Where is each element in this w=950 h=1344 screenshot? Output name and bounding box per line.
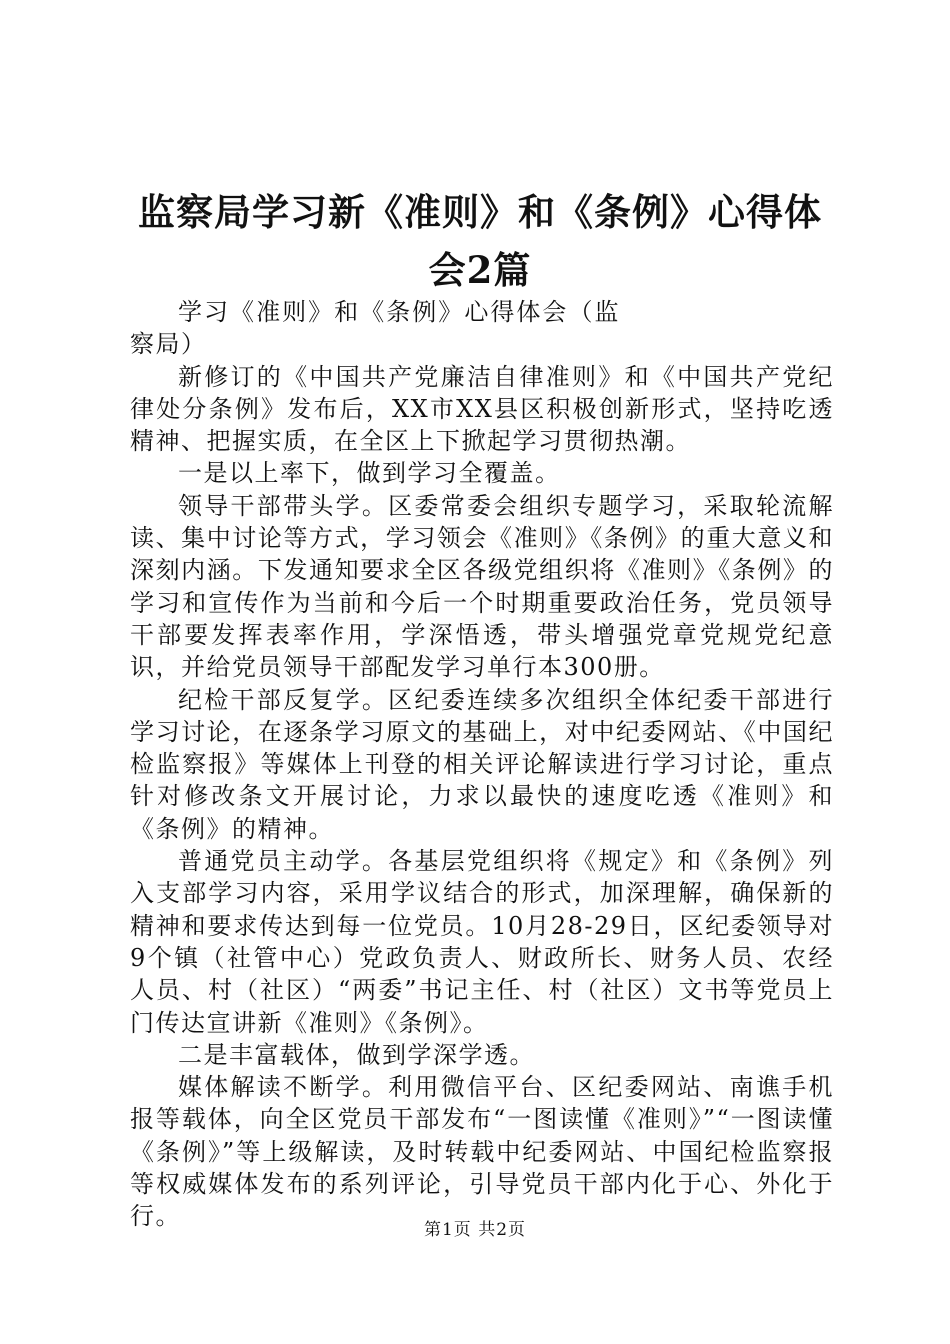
section-heading-1: 一是以上率下，做到学习全覆盖。 bbox=[178, 459, 561, 488]
paragraph-discipline-cadres: 纪检干部反复学。区纪委连续多次组织全体纪委干部进行学习讨论，在逐条学习原文的基础上，对中纪委网站、《中国纪检监察报》等媒体上刊登的相关评论解读进行学习讨论，重点针对修改条文开展讨论，力求以最快的速度吃透《准则》和《条例》的精神。 bbox=[130, 685, 834, 843]
document-title: 监察局学习新《准则》和《条例》心得体会2篇 bbox=[138, 190, 822, 292]
document-body bbox=[130, 296, 834, 1233]
document-subtitle: 学习《准则》和《条例》心得体会（监察局） bbox=[130, 298, 620, 359]
paragraph-ordinary-members: 普通党员主动学。各基层党组织将《规定》和《条例》列入支部学习内容，采用学议结合的形式，加深理解，确保新的精神和要求传达到每一位党员。10月28-29日，区纪委领导对9个镇（社管中心）党政负责人、财政所长、财务人员、农经人员、村（社区）“两委”书记主任、村（社区）文书等党员上门传达宣讲新《准则》《条例》。 bbox=[130, 847, 834, 1037]
section-heading-2: 二是丰富载体，做到学深学透。 bbox=[178, 1040, 535, 1069]
paragraph-intro: 新修订的《中国共产党廉洁自律准则》和《中国共产党纪律处分条例》发布后，XX市XX县区积极创新形式，坚持吃透精神、把握实质，在全区上下掀起学习贯彻热潮。 bbox=[130, 362, 834, 456]
page-number-footer: 第1页 共2页 bbox=[423, 1220, 527, 1240]
paragraph-media: 媒体解读不断学。利用微信平台、区纪委网站、南谯手机报等载体，向全区党员干部发布“一图读懂《准则》”“一图读懂《条例》”等上级解读，及时转载中纪委网站、中国纪检监察报等权威媒体发布的系列评论，引导党员干部内化于心、外化于行。 bbox=[130, 1073, 834, 1231]
paragraph-leaders: 领导干部带头学。区委常委会组织专题学习，采取轮流解读、集中讨论等方式，学习领会《准则》《条例》的重大意义和深刻内涵。下发通知要求全区各级党组织将《准则》《条例》的学习和宣传作为当前和今后一个时期重要政治任务，党员领导干部要发挥表率作用，学深悟透，带头增强党章党规党纪意识，并给党员领导干部配发学习单行本300册。 bbox=[130, 491, 834, 682]
